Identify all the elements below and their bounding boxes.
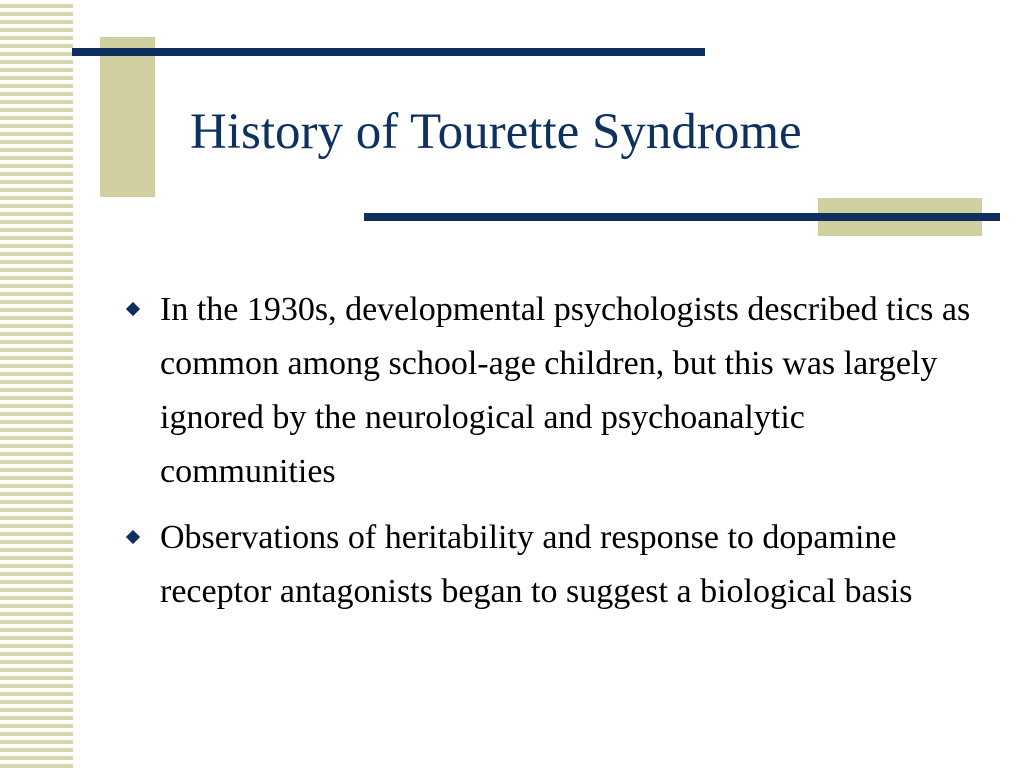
diamond-icon xyxy=(126,530,140,544)
accent-block-left xyxy=(100,37,155,197)
slide-title: History of Tourette Syndrome xyxy=(190,104,802,160)
bullet-item xyxy=(124,511,984,619)
title-rule-bottom xyxy=(364,213,1000,221)
bullet-text: In the 1930s, developmental psychologists described tics as common among school-age children, but this was largely ignored by the neurological and psychoanalytic communities xyxy=(160,291,971,490)
decorative-stripe-band xyxy=(0,0,73,768)
bullet-text: Observations of heritability and response to dopamine receptor antagonists began to suggest a biological basis xyxy=(160,519,913,610)
bullet-item xyxy=(124,283,984,499)
diamond-icon xyxy=(126,302,140,316)
bullet-list xyxy=(124,283,984,631)
title-rule-top xyxy=(72,48,705,56)
